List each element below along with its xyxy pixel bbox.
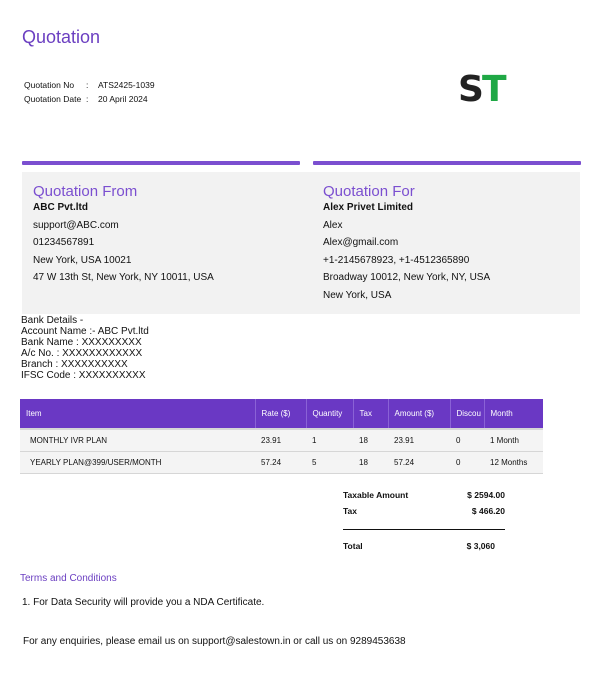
total-row <box>343 538 505 554</box>
tax-label: Tax <box>343 506 358 516</box>
cell-tax: 18 <box>353 452 388 474</box>
totals-divider <box>343 529 505 530</box>
cell-quantity: 1 <box>306 429 353 452</box>
from-company-name: ABC Pvt.ltd <box>33 202 88 213</box>
for-phone: +1-2145678923, +1-4512365890 <box>323 254 470 266</box>
taxable-amount-label: Taxable Amount <box>343 490 409 500</box>
column-header-discount: Discou <box>450 399 484 429</box>
cell-tax: 18 <box>353 429 388 452</box>
column-header-amount: Amount ($) <box>388 399 450 429</box>
total-label: Total <box>343 541 363 551</box>
quotation-date-row <box>24 92 155 106</box>
quotation-meta <box>24 78 155 106</box>
quotation-date-label: Quotation Date <box>24 94 82 104</box>
logo-letter-s: S <box>458 69 482 110</box>
cell-rate: 23.91 <box>255 429 306 452</box>
totals-block <box>343 487 505 554</box>
cell-quantity: 5 <box>306 452 353 474</box>
quotation-number-label: Quotation No <box>24 80 75 90</box>
for-heading: Quotation For <box>323 183 415 200</box>
quotation-number: ATS2425-1039 <box>98 80 155 90</box>
quotation-from <box>33 183 214 287</box>
from-accent-bar <box>22 161 300 165</box>
table-row <box>20 452 543 474</box>
document-title: Quotation <box>22 27 101 47</box>
cell-amount: 57.24 <box>388 452 450 474</box>
from-phone: 01234567891 <box>33 237 95 248</box>
column-header-month: Month <box>484 399 543 429</box>
bank-account-number: A/c No. : XXXXXXXXXXXX <box>21 348 143 359</box>
bank-header: Bank Details - <box>21 315 84 326</box>
column-header-rate: Rate ($) <box>255 399 306 429</box>
separator: : <box>86 94 89 104</box>
from-email: support@ABC.com <box>33 219 119 231</box>
terms-item: 1. For Data Security will provide you a NDA Certificate. <box>22 597 265 608</box>
items-table <box>20 399 543 474</box>
from-heading: Quotation From <box>33 183 138 200</box>
taxable-amount-row <box>343 487 505 503</box>
bank-name: Bank Name : XXXXXXXXX <box>21 337 142 348</box>
cell-discount: 0 <box>450 429 484 452</box>
column-header-quantity: Quantity <box>306 399 353 429</box>
cell-amount: 23.91 <box>388 429 450 452</box>
from-address: 47 W 13th St, New York, NY 10011, USA <box>33 272 214 283</box>
cell-month: 1 Month <box>484 429 543 452</box>
quotation-number-row <box>24 78 155 92</box>
table-row <box>20 429 543 452</box>
for-company-name: Alex Privet Limited <box>323 202 414 213</box>
quotation-date: 20 April 2024 <box>98 94 148 104</box>
for-city: New York, USA <box>323 289 392 301</box>
separator: : <box>86 80 89 90</box>
taxable-amount-value: $ 2594.00 <box>467 490 505 500</box>
company-logo <box>458 70 505 110</box>
total-value: $ 3,060 <box>466 541 495 551</box>
for-accent-bar <box>313 161 581 165</box>
cell-discount: 0 <box>450 452 484 474</box>
for-contact: Alex <box>323 219 343 231</box>
cell-rate: 57.24 <box>255 452 306 474</box>
column-header-item: Item <box>20 399 255 429</box>
bank-branch: Branch : XXXXXXXXXX <box>21 359 128 370</box>
bank-ifsc: IFSC Code : XXXXXXXXXX <box>21 370 146 381</box>
tax-row <box>343 503 505 519</box>
logo-letter-t: T <box>481 69 505 110</box>
cell-month: 12 Months <box>484 452 543 474</box>
terms-heading: Terms and Conditions <box>20 573 117 584</box>
bank-details <box>21 315 149 381</box>
cell-item: YEARLY PLAN@399/USER/MONTH <box>20 452 255 474</box>
cell-item: MONTHLY IVR PLAN <box>20 429 255 452</box>
bank-account-name: Account Name :- ABC Pvt.ltd <box>21 326 149 337</box>
enquiry-note: For any enquiries, please email us on support@salestown.in or call us on 9289453638 <box>23 636 406 647</box>
for-email: Alex@gmail.com <box>323 237 399 248</box>
for-address: Broadway 10012, New York, NY, USA <box>323 272 491 283</box>
tax-value: $ 466.20 <box>471 506 505 516</box>
column-header-tax: Tax <box>353 399 388 429</box>
table-header-row <box>20 399 543 429</box>
from-city: New York, USA 10021 <box>33 254 132 266</box>
quotation-for <box>323 183 490 304</box>
